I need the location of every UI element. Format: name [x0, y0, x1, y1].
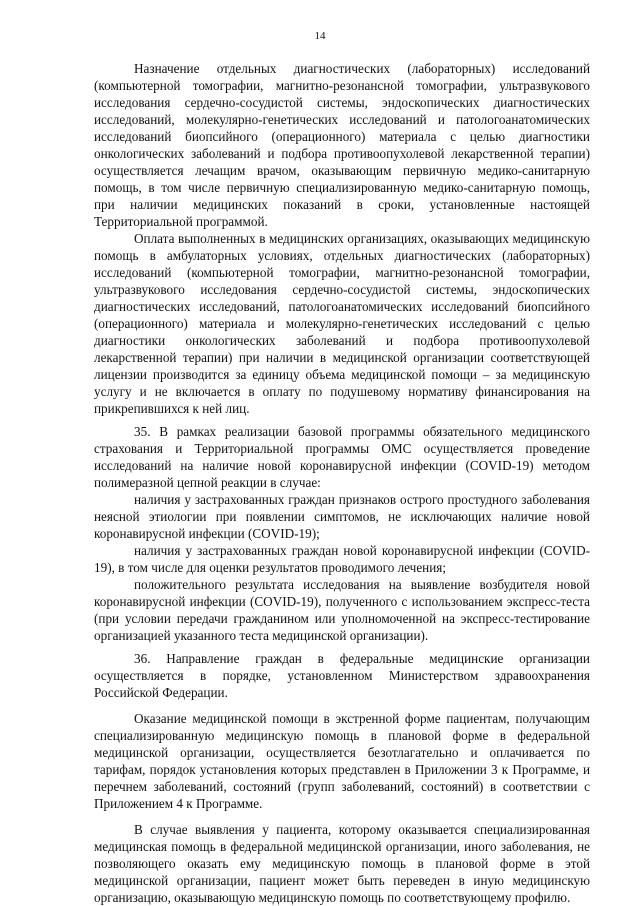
- paragraph-diagnostic-assignment: Назначение отдельных диагностических (лабораторных) исследований (компьютерной томографии, магнитно-резонансной томографии, ультразвукового исследования сердечно-сосудистой системы, эндоскопических диагностических исследований, молекулярно-генетических исследований и патологоанатомических исследований биопсийного (операционного) материала с целью диагностики онкологических заболеваний и подбора противоопухолевой лекарственной терапии) осуществляется лечащим врачом, оказывающим первичную медико-санитарную помощь, в том числе первичную специализированную медико-санитарную помощь, при наличии медицинских показаний в сроки, установленные настоящей Территориальной программой.: [94, 61, 590, 229]
- paragraph-item-36: 36. Направление граждан в федеральные медицинские организации осуществляется в порядке, установленном Министерством здравоохранения Российской Федерации.: [94, 651, 590, 700]
- paragraph-payment: Оплата выполненных в медицинских организациях, оказывающих медицинскую помощь в амбулаторных условиях, отдельных диагностических (лабораторных) исследований (компьютерной томографии, магнитно-резонансной томографии, ультразвукового исследования сердечно-сосудистой системы, эндоскопических диагностических исследований, патологоанатомических исследований биопсийного (операционного) материала и молекулярно-генетических исследований с целью диагностики онкологических заболеваний и подбора противоопухолевой лекарственной терапии) при наличии в медицинской организации соответствующей лицензии производится за единицу объема медицинской помощи – за медицинскую услугу и не включается в оплату по подушевому нормативу финансирования на прикрепившихся к ней лиц.: [94, 231, 590, 416]
- paragraph-item-35: 35. В рамках реализации базовой программы обязательного медицинского страхования и Территориальной программы ОМС осуществляется проведение исследований на наличие новой коронавирусной инфекции (COVID-19) методом полимеразной цепной реакции в случае:: [94, 424, 590, 490]
- page-number: 14: [314, 30, 326, 42]
- paragraph-emergency-care: Оказание медицинской помощи в экстренной форме пациентам, получающим специализированную медицинскую помощь в плановой форме в федеральной медицинской организации, осуществляется безотлагательно и оплачивается по тарифам, порядок установления которых представлен в Приложении 3 к Программе, и перечнем заболеваний, состояний (групп заболеваний, состояний) в соответствии с Приложением 4 к Программе.: [94, 711, 590, 811]
- paragraph-covid-case-symptoms: наличия у застрахованных граждан признаков острого простудного заболевания неясной этиологии при появлении симптомов, не исключающих наличие новой коронавирусной инфекции (COVID-19);: [94, 492, 590, 541]
- paragraph-covid-case-express-test: положительного результата исследования на выявление возбудителя новой коронавирусной инфекции (COVID-19), полученного с использованием экспресс-теста (при условии передачи гражданином или уполномоченной на экспресс-тестирование организацией указанного теста медицинской организации).: [94, 577, 590, 643]
- paragraph-patient-transfer: В случае выявления у пациента, которому оказывается специализированная медицинская помощь в федеральной медицинской организации, иного заболевания, не позволяющего оказать ему медицинскую помощь в плановой форме в этой медицинской организации, пациент может быть переведен в иную медицинскую организацию, оказывающую медицинскую помощь по соответствующему профилю.: [94, 822, 590, 905]
- page-body: [94, 60, 590, 906]
- paragraph-covid-case-infection: наличия у застрахованных граждан новой коронавирусной инфекции (COVID-19), в том числе для оценки результатов проводимого лечения;: [94, 543, 590, 575]
